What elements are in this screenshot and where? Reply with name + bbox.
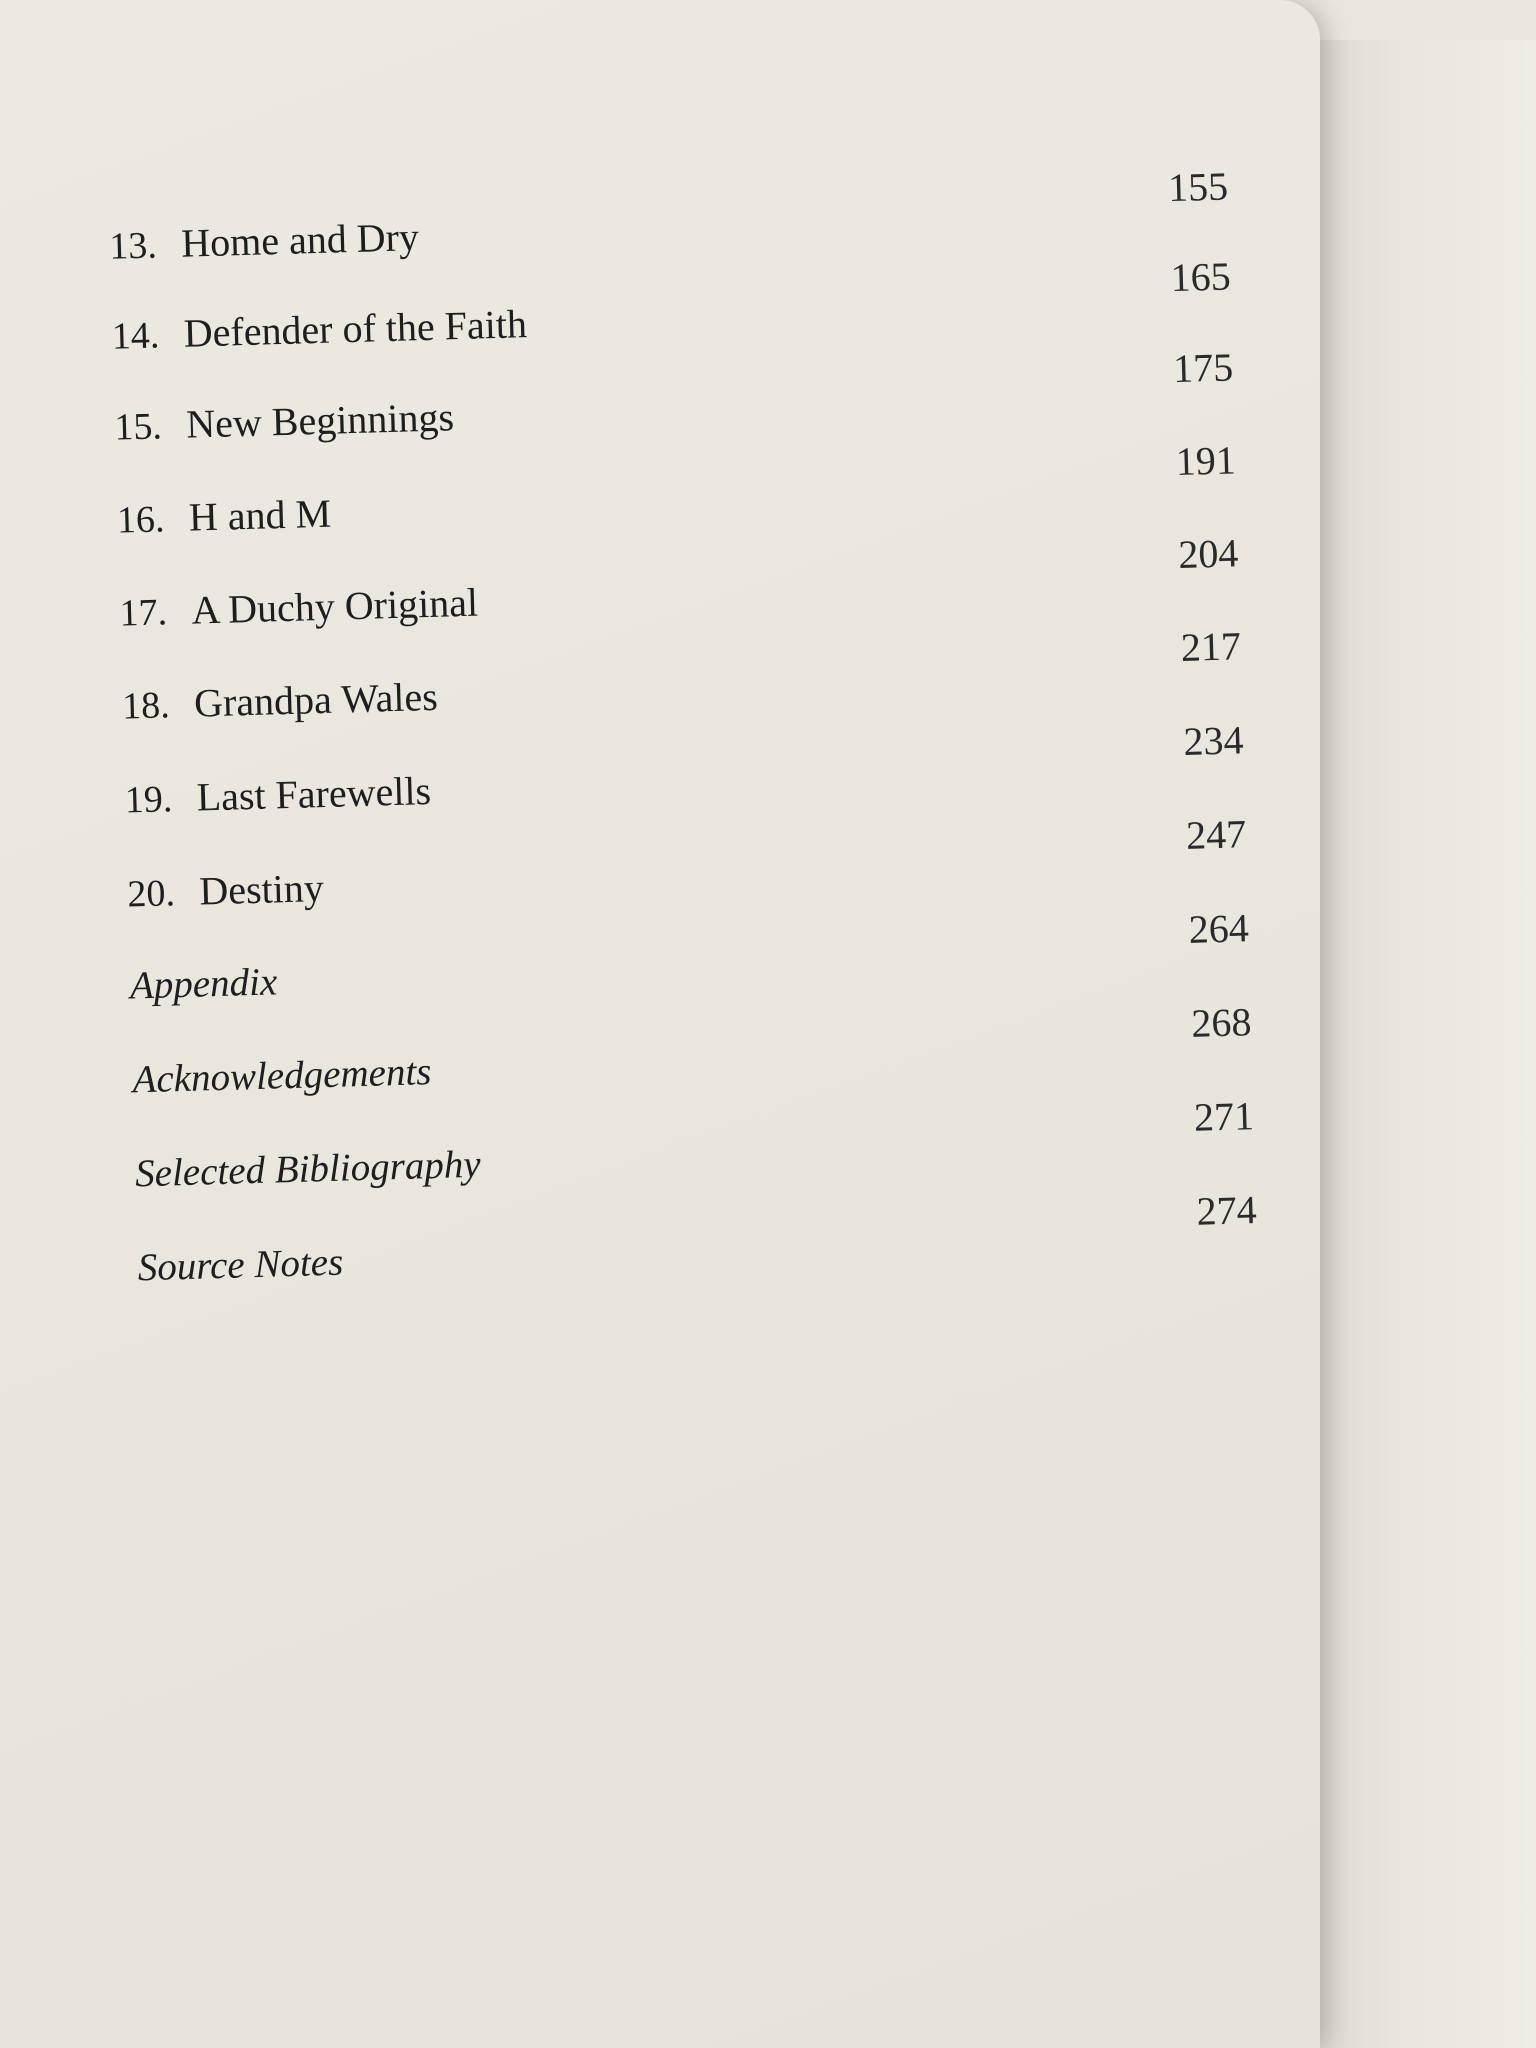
page-number: 247 xyxy=(1185,811,1247,858)
section-title: Appendix xyxy=(129,960,278,1008)
page-number: 217 xyxy=(1180,623,1242,670)
page-number: 271 xyxy=(1193,1093,1255,1140)
page-number: 264 xyxy=(1188,905,1250,952)
page-number: 204 xyxy=(1177,530,1239,578)
chapter-number: 16. xyxy=(116,498,166,542)
page-number: 175 xyxy=(1172,344,1234,392)
toc-entry-13 xyxy=(108,163,1231,291)
toc-entry-18 xyxy=(121,623,1243,751)
toc-entry-acknowledgements xyxy=(131,999,1254,1127)
section-title: Acknowledgements xyxy=(131,1050,432,1102)
page-number: 234 xyxy=(1182,717,1245,764)
page-number: 165 xyxy=(1169,253,1232,301)
toc-entry-15 xyxy=(113,344,1236,472)
toc-entry-appendix xyxy=(129,905,1251,1033)
chapter-number: 14. xyxy=(111,314,160,358)
toc-entry-source-notes xyxy=(137,1187,1259,1315)
toc-entry-19 xyxy=(124,717,1246,845)
chapter-title: Grandpa Wales xyxy=(193,673,439,726)
toc-entry-17 xyxy=(118,530,1241,658)
chapter-title: A Duchy Original xyxy=(190,579,479,633)
chapter-title: Last Farewells xyxy=(196,767,432,820)
chapter-title: New Beginnings xyxy=(185,394,455,447)
toc-entry-16 xyxy=(116,437,1238,565)
page-number: 191 xyxy=(1175,437,1237,485)
toc-entry-20 xyxy=(126,811,1249,939)
chapter-number: 19. xyxy=(124,778,173,822)
chapter-title: Defender of the Faith xyxy=(183,301,528,356)
page-number: 155 xyxy=(1167,163,1229,211)
page-number: 274 xyxy=(1196,1187,1258,1234)
chapter-number: 13. xyxy=(108,224,158,268)
chapter-number: 17. xyxy=(118,591,168,635)
chapter-number: 18. xyxy=(121,684,171,728)
chapter-title: Destiny xyxy=(198,865,325,914)
chapter-number: 15. xyxy=(113,405,163,449)
page-number: 268 xyxy=(1190,999,1253,1046)
chapter-title: Home and Dry xyxy=(180,214,420,266)
toc-entry-bibliography xyxy=(134,1093,1257,1221)
chapter-title: H and M xyxy=(188,490,332,540)
toc-entry-14 xyxy=(111,253,1233,381)
chapter-number: 20. xyxy=(126,872,176,916)
section-title: Selected Bibliography xyxy=(134,1142,482,1196)
section-title: Source Notes xyxy=(137,1240,344,1290)
